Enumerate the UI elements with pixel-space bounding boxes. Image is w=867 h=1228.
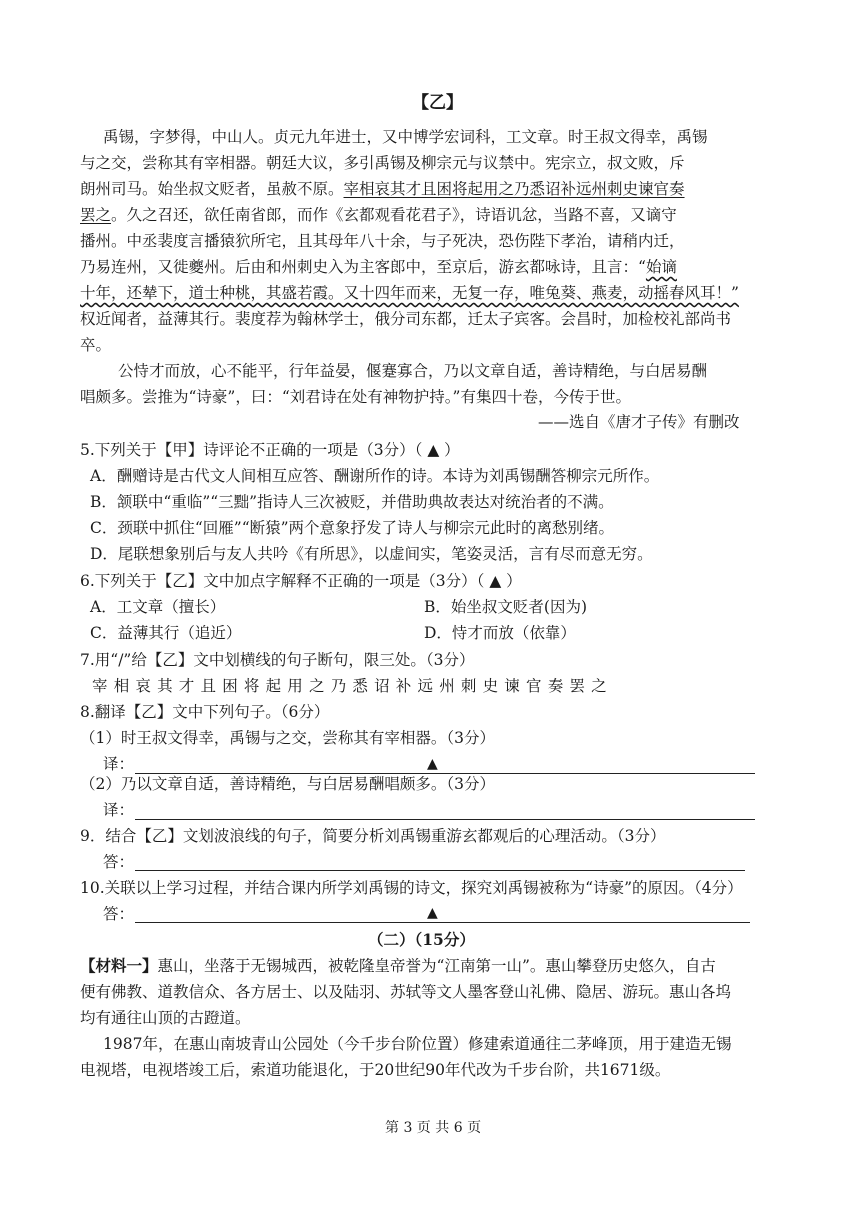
material-1-label: 【材料一】 [80,956,158,975]
passage-line: 卒。 [80,336,112,354]
question-6: 6.下列关于【乙】文中加点字解释不正确的一项是（3分）（ ▲ ） [80,572,522,590]
question-7: 7.用“/”给【乙】文中划横线的句子断句，限三处。（3分） [80,651,475,669]
material-1-line: 均有通往山顶的古蹬道。 [80,1009,251,1027]
material-1-line: 1987年，在惠山南坡青山公园处（今千步台阶位置）修建索道通往二茅峰顶，用于建造无锡 [103,1035,732,1053]
question-8-2: （2）乃以文章自适，善诗精绝，与白居易酬唱颇多。（3分） [80,775,495,793]
answer-line-8-2[interactable] [135,819,755,820]
question-8: 8.翻译【乙】文中下列句子。（6分） [80,703,330,721]
passage-line [80,205,677,225]
material-1-line: 便有佛教、道教信众、各方居士、以及陆羽、苏轼等文人墨客登山礼佛、隐居、游玩。惠山各坞 [80,983,732,1001]
passage-line: 唱颇多。尝推为“诗豪”，曰：“刘君诗在处有神物护持。”有集四十卷，今传于世。 [80,388,631,406]
answer-label: 答： [103,853,135,871]
question-10: 10.关联以上学习过程，并结合课内所学刘禹锡的诗文，探究刘禹锡被称为“诗豪”的原因。（4分） [80,879,743,897]
question-7-sentence: 宰相哀其才且困将起用之乃悉诏补远州刺史谏官奏罢之 [92,677,613,695]
underlined-sentence: 宰相哀其才且困将起用之乃悉诏补远州刺史谏官奏 [343,180,685,198]
passage-line [80,257,677,277]
passage-text: 乃易连州，又徙夔州。后由和州刺史入为主客郎中，至京后，游玄都咏诗，且言：“ [80,258,646,276]
passage-line: 禹锡，字梦得，中山人。贞元九年进士，又中博学宏词科，工文章。时王叔文得幸，禹锡 [103,128,708,146]
blank-mark: ▲ [427,756,438,772]
passage-yi-title: 【乙】 [412,93,463,113]
question-8-1: （1）时王叔文得幸，禹锡与之交，尝称其有宰相器。（3分） [80,729,495,747]
question-5: 5.下列关于【甲】诗评论不正确的一项是（3分）（ ▲ ） [80,441,460,459]
blank-mark: ▲ [427,905,438,921]
option-6d: D．恃才而放（依靠） [424,624,576,642]
passage-text: 朗州司马。始坐叔文贬者，虽赦不原。 [80,180,344,198]
passage-line [80,179,685,199]
answer-label: 译： [103,755,135,773]
page-number: 第 3 页 共 6 页 [385,1120,482,1136]
wavy-sentence: 十年，还辇下，道士种桃，其盛若霞。又十四年而来，无复一存，唯兔葵、燕麦，动摇春风耳！” [80,284,739,302]
material-1-line: 电视塔，电视塔竣工后，索道功能退化，于20世纪90年代改为千步台阶，共1671级。 [80,1061,671,1079]
underlined-sentence-end: 罢之 [80,206,112,224]
answer-line-10[interactable] [135,922,750,923]
material-1-text: 惠山，坐落于无锡城西，被乾隆皇帝誉为“江南第一山”。惠山攀登历史悠久，自古 [157,957,716,975]
passage-line: 与之交，尝称其有宰相器。朝廷大议，多引禹锡及柳宗元与议禁中。宪宗立，叔文败，斥 [80,154,685,172]
option-6c: C．益薄其行（追近） [90,624,242,642]
answer-line-9[interactable] [135,870,745,871]
section-2-heading: （二）（15分） [368,930,475,949]
option-5c: C．颈联中抓住“回雁”“断猿”两个意象抒发了诗人与柳宗元此时的离愁别绪。 [90,519,615,537]
option-5a: A．酬赠诗是古代文人间相互应答、酬谢所作的诗。本诗为刘禹锡酬答柳宗元所作。 [90,467,660,485]
option-6b: B．始坐叔文贬者(因为) [424,598,587,616]
wavy-sentence: 始谪 [645,258,677,276]
question-9: 9．结合【乙】文划波浪线的句子，简要分析刘禹锡重游玄都观后的心理活动。（3分） [80,827,666,845]
passage-line: 权近闻者，益薄其行。裴度荐为翰林学士，俄分司东都，迁太子宾客。会昌时，加检校礼部尚书 [80,310,732,328]
option-5b: B．颔联中“重临”“三黜”指诗人三次被贬，并借助典故表达对统治者的不满。 [90,493,614,511]
material-1-line [80,956,716,976]
answer-label: 答： [103,905,135,923]
passage-text: 。久之召还，欲任南省郎，而作《玄都观看花君子》，诗语讥忿，当路不喜，又谪守 [111,206,677,224]
option-6a: A．工文章（擅长） [90,598,226,616]
answer-label: 译： [103,801,135,819]
passage-line: 播州。中丞裴度言播猿狖所宅，且其母年八十余，与子死决，恐伤陛下孝治，请稍内迁， [80,232,685,250]
passage-source: ——选自《唐才子传》有删改 [538,413,740,431]
option-5d: D．尾联想象别后与友人共吟《有所思》，以虚间实，笔姿灵活，言有尽而意无穷。 [90,545,653,563]
passage-line: 公恃才而放，心不能平，行年益晏，偃蹇寡合，乃以文章自适，善诗精绝，与白居易酬 [118,362,708,380]
